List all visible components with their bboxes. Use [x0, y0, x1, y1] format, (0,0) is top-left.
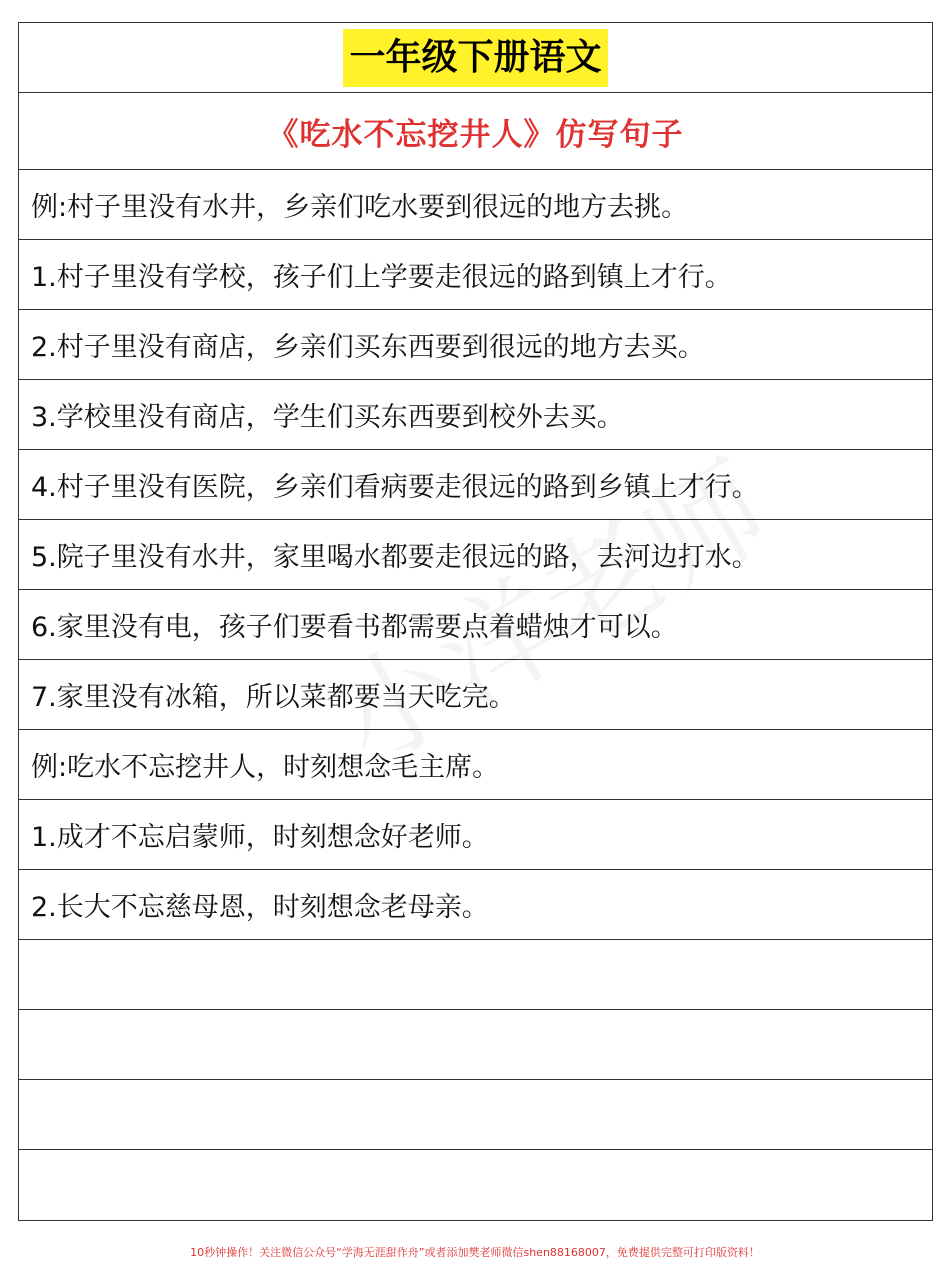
blank-row	[19, 940, 932, 1010]
page-subtitle: 《吃水不忘挖井人》仿写句子	[267, 116, 684, 153]
sentence-text: 例:吃水不忘挖井人，时刻想念毛主席。	[31, 752, 500, 783]
title-row	[19, 23, 932, 93]
sentence-row	[19, 310, 932, 380]
sentence-row	[19, 730, 932, 800]
sentence-row	[19, 170, 932, 240]
sentence-row	[19, 450, 932, 520]
subtitle-row	[19, 93, 932, 170]
sentence-row	[19, 240, 932, 310]
sentence-text: 7.家里没有冰箱，所以菜都要当天吃完。	[31, 682, 516, 713]
blank-row	[19, 1150, 932, 1220]
sentence-row	[19, 870, 932, 940]
sentence-text: 1.村子里没有学校，孩子们上学要走很远的路到镇上才行。	[31, 262, 732, 293]
sentence-row	[19, 660, 932, 730]
sentence-text: 6.家里没有电，孩子们要看书都需要点着蜡烛才可以。	[31, 612, 678, 643]
sentence-row	[19, 380, 932, 450]
sentence-text: 5.院子里没有水井，家里喝水都要走很远的路，去河边打水。	[31, 542, 759, 573]
sentence-text: 2.长大不忘慈母恩，时刻想念老母亲。	[31, 892, 489, 923]
sentence-row	[19, 590, 932, 660]
sentence-text: 4.村子里没有医院，乡亲们看病要走很远的路到乡镇上才行。	[31, 472, 759, 503]
page-title: 一年级下册语文	[343, 29, 607, 87]
sentence-text: 3.学校里没有商店，学生们买东西要到校外去买。	[31, 402, 624, 433]
sentence-text: 2.村子里没有商店，乡亲们买东西要到很远的地方去买。	[31, 332, 705, 363]
sentence-row	[19, 520, 932, 590]
blank-row	[19, 1010, 932, 1080]
blank-row	[19, 1080, 932, 1150]
worksheet-table	[18, 22, 933, 1221]
sentence-row	[19, 800, 932, 870]
sentence-text: 例:村子里没有水井，乡亲们吃水要到很远的地方去挑。	[31, 192, 689, 223]
footer-notice: 10秒钟操作！关注微信公众号“学海无涯甜作舟”或者添加樊老师微信shen88168007，免费提供完整可打印版资料！	[190, 1246, 760, 1259]
sentence-text: 1.成才不忘启蒙师，时刻想念好老师。	[31, 822, 489, 853]
